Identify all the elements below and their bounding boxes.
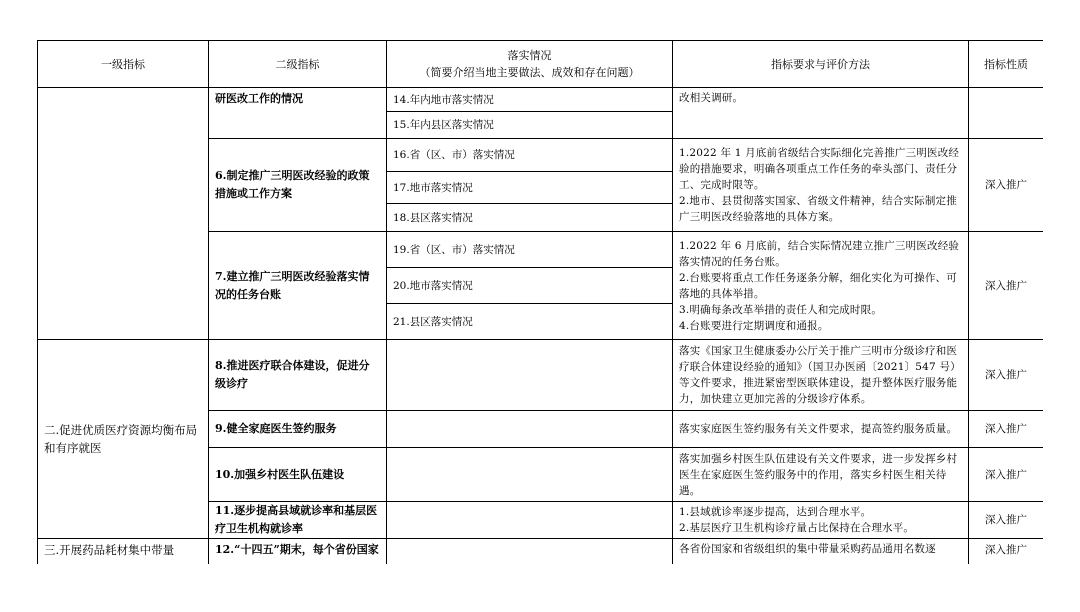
indicator-table [37, 40, 1043, 564]
requirement-item: 4.台账要进行定期调度和通报。 [679, 319, 829, 332]
nature-cell: 深入推广 [969, 502, 1044, 539]
requirement-item: 2.台账要将重点工作任务逐条分解，细化实化为可操作、可落地的具体举措。 [679, 271, 957, 300]
requirement-cell [673, 139, 969, 232]
nature-cell: 深入推广 [969, 448, 1044, 502]
level3-cell: 15.年内县区落实情况 [387, 112, 673, 139]
level2-cell: 9.健全家庭医生签约服务 [209, 411, 387, 448]
header-requirement: 指标要求与评价方法 [673, 41, 969, 88]
level1-cell-empty [38, 88, 209, 340]
requirement-cell: 改相关调研。 [673, 88, 969, 139]
level2-cell: 11.逐步提高县域就诊率和基层医疗卫生机构就诊率 [209, 502, 387, 539]
requirement-item: 2.地市、县贯彻落实国家、省级文件精神，结合实际制定推广三明医改经验落地的具体方案。 [679, 195, 957, 223]
level2-cell: 研医改工作的情况 [209, 88, 387, 139]
implementation-cell [387, 340, 673, 411]
requirement-item: 1.2022 年 6 月底前，结合实际情况建立推广三明医改经验落实情况的任务台账。 [679, 239, 960, 268]
requirement-cell: 落实加强乡村医生队伍建设有关文件要求，进一步发挥乡村医生在家庭医生签约服务中的作用，落实乡村医生相关待遇。 [673, 448, 969, 502]
header-row [38, 41, 1044, 88]
level3-cell: 16.省（区、市）落实情况 [387, 139, 673, 172]
requirement-cell [673, 232, 969, 340]
level2-cell: 6.制定推广三明医改经验的政策措施或工作方案 [209, 139, 387, 232]
header-nature: 指标性质 [969, 41, 1044, 88]
nature-cell [969, 88, 1044, 139]
implementation-cell [387, 539, 673, 565]
implementation-cell [387, 411, 673, 448]
implementation-cell [387, 448, 673, 502]
level3-cell: 14.年内地市落实情况 [387, 88, 673, 112]
requirement-cell [673, 502, 969, 539]
requirement-item: 1.县域就诊率逐步提高，达到合理水平。 [679, 506, 872, 518]
level1-cell: 二.促进优质医疗资源均衡布局和有序就医 [38, 340, 209, 539]
header-implementation-subtitle: （简要介绍当地主要做法、成效和存在问题） [419, 66, 640, 79]
header-level2: 二级指标 [209, 41, 387, 88]
indicator-table-page [37, 40, 1043, 564]
requirement-cell: 各省份国家和省级组织的集中带量采购药品通用名数逐 [673, 539, 969, 565]
nature-cell: 深入推广 [969, 411, 1044, 448]
table-row [38, 88, 1044, 112]
level2-cell: 10.加强乡村医生队伍建设 [209, 448, 387, 502]
table-row [38, 340, 1044, 411]
level2-cell: 7.建立推广三明医改经验落实情况的任务台账 [209, 232, 387, 340]
level3-cell: 17.地市落实情况 [387, 172, 673, 204]
nature-cell: 深入推广 [969, 232, 1044, 340]
nature-cell: 深入推广 [969, 539, 1044, 565]
level3-cell: 18.县区落实情况 [387, 204, 673, 232]
requirement-item: 2.基层医疗卫生机构诊疗量占比保持在合理水平。 [679, 522, 915, 534]
header-implementation-title: 落实情况 [507, 49, 552, 62]
requirement-item: 3.明确每条改革举措的责任人和完成时限。 [679, 303, 883, 316]
level3-cell: 21.县区落实情况 [387, 304, 673, 340]
header-implementation [387, 41, 673, 88]
requirement-cell: 落实《国家卫生健康委办公厅关于推广三明市分级诊疗和医疗联合体建设经验的通知》（国卫办医函〔2021〕547 号）等文件要求，推进紧密型医联体建设，提升整体医疗服务能力，加快建立更加完善的分级诊疗体系。 [673, 340, 969, 411]
level1-cell: 三.开展药品耗材集中带量 [38, 539, 209, 565]
requirement-cell: 落实家庭医生签约服务有关文件要求，提高签约服务质量。 [673, 411, 969, 448]
level2-cell: 12.“十四五”期末，每个省份国家 [209, 539, 387, 565]
table-row [38, 539, 1044, 565]
requirement-item: 1.2022 年 1 月底前省级结合实际细化完善推广三明医改经验的措施要求，明确各项重点工作任务的牵头部门、责任分工、完成时限等。 [679, 147, 960, 191]
level3-cell: 19.省（区、市）落实情况 [387, 232, 673, 268]
nature-cell: 深入推广 [969, 139, 1044, 232]
level3-cell: 20.地市落实情况 [387, 268, 673, 304]
level2-cell: 8.推进医疗联合体建设，促进分级诊疗 [209, 340, 387, 411]
header-level1: 一级指标 [38, 41, 209, 88]
nature-cell: 深入推广 [969, 340, 1044, 411]
implementation-cell [387, 502, 673, 539]
